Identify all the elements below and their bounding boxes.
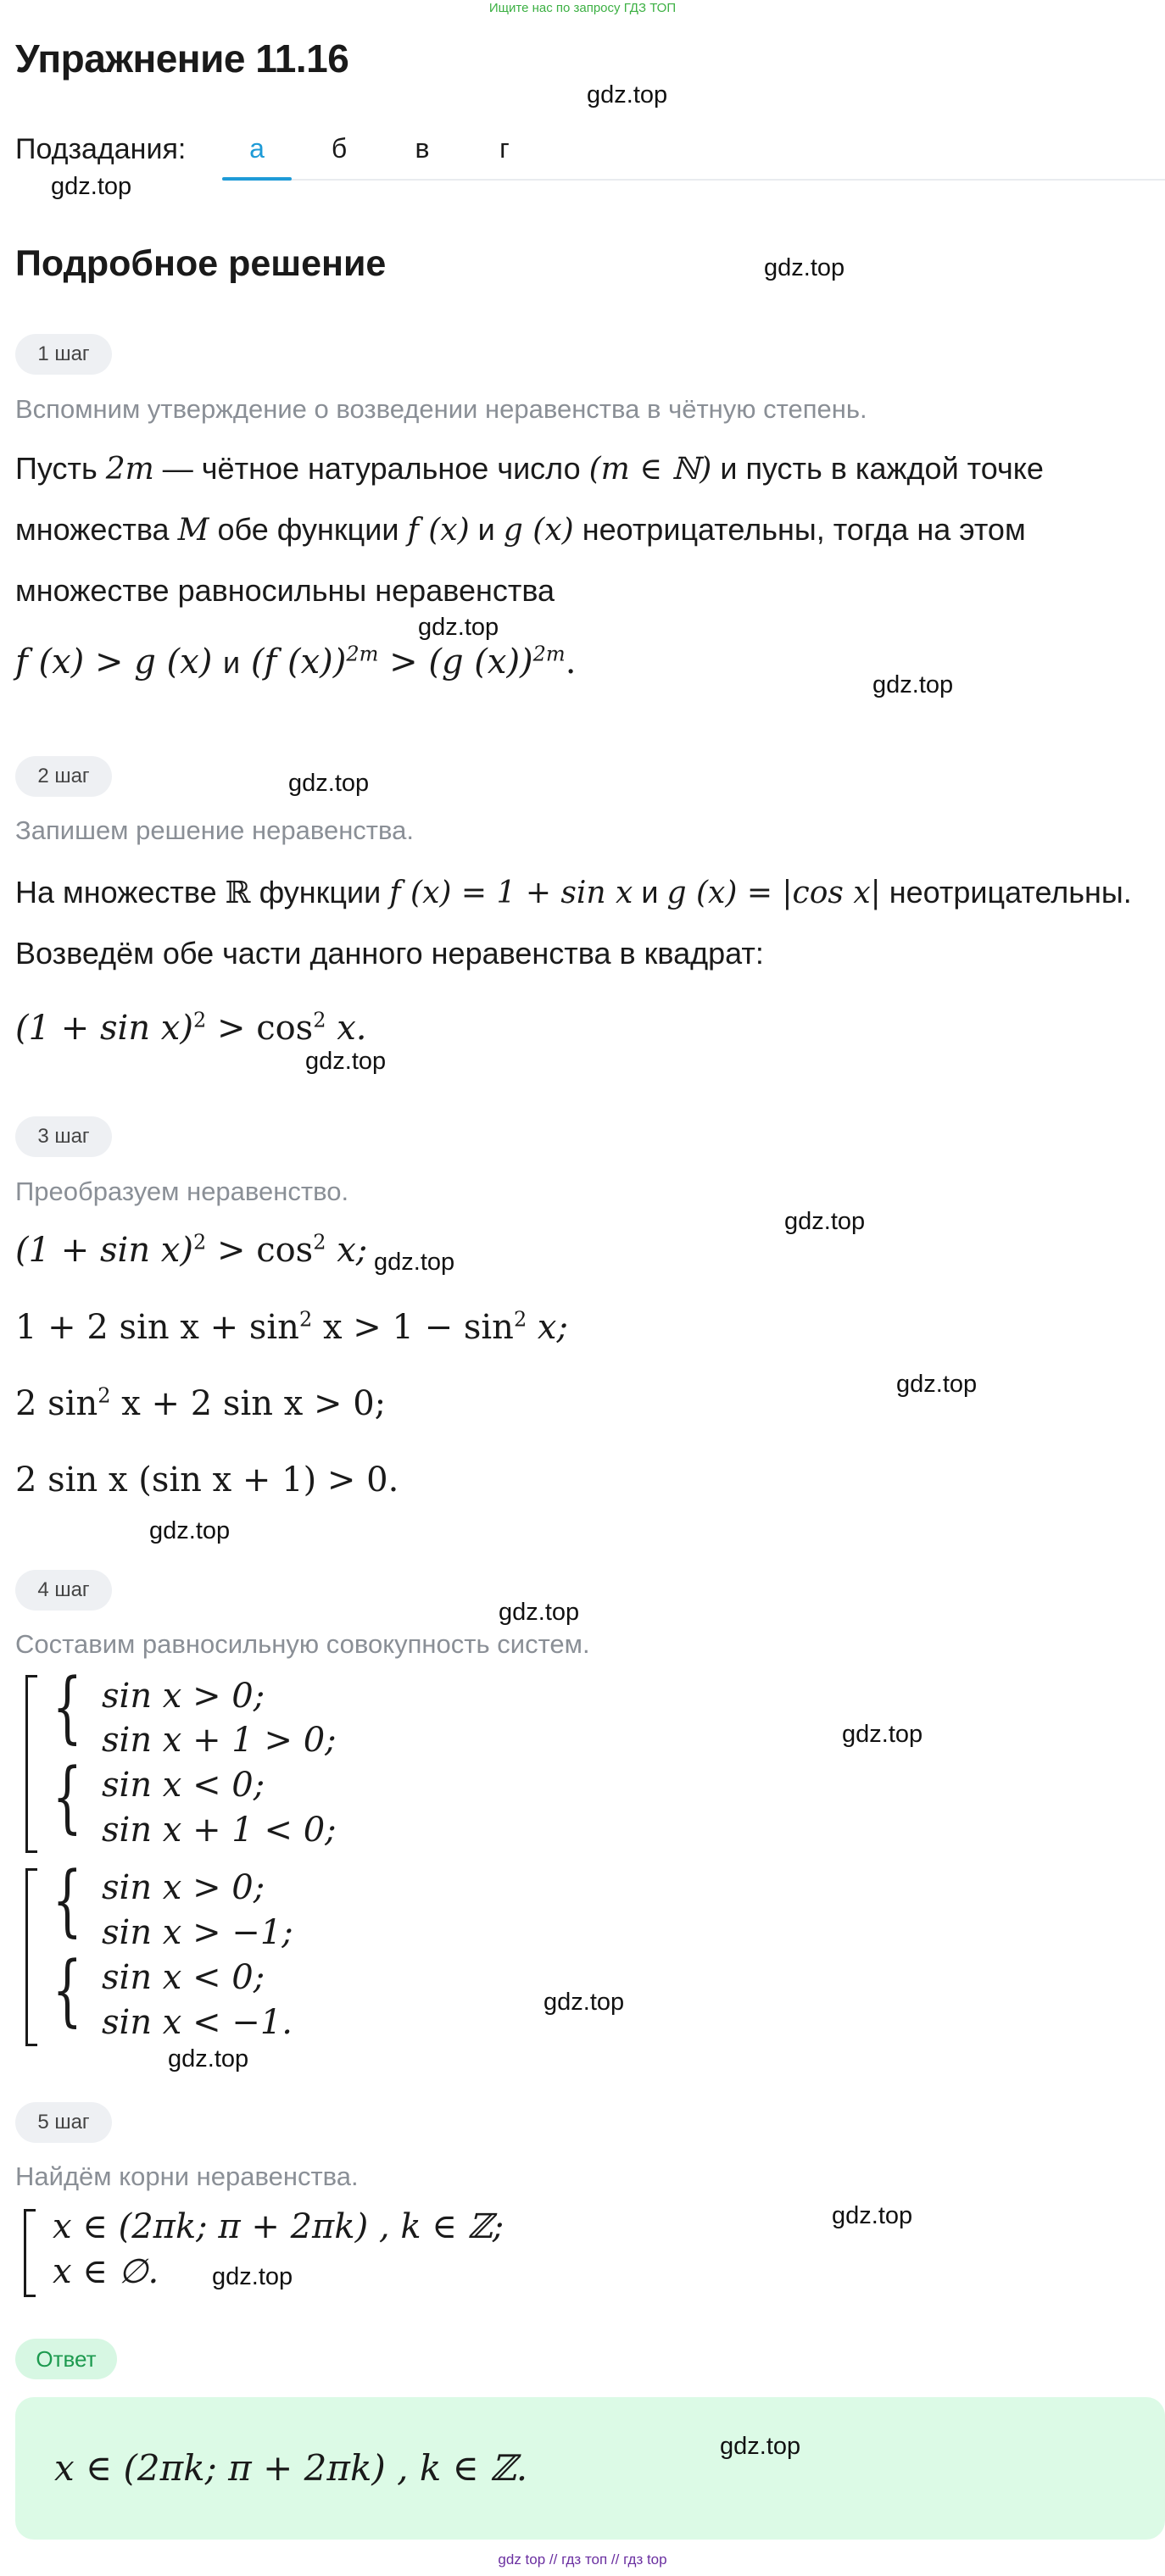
watermark: gdz.top — [149, 1517, 231, 1544]
tab-a[interactable]: а — [249, 133, 265, 164]
set-1-line-2: sin x + 1 > 0; — [102, 1721, 337, 1760]
watermark: gdz.top — [842, 1721, 923, 1748]
watermark: gdz.top — [720, 2433, 801, 2460]
step-1-line-1: Пусть 2m — чётное натуральное число (m ∈ ℕ) и пусть в каждой точке — [15, 451, 1044, 487]
step-4-badge: 4 шаг — [15, 1570, 112, 1611]
section-title: Подробное решение — [15, 243, 387, 284]
step-2-line-2: Возведём обе части данного неравенства в квадрат: — [15, 936, 764, 971]
subtasks-label: Подзадания: — [15, 133, 187, 165]
roots-line-1: x ∈ (2πk; π + 2πk) , k ∈ ℤ; — [53, 2207, 504, 2246]
watermark: gdz.top — [305, 1048, 387, 1075]
step-3-hint: Преобразуем неравенство. — [15, 1177, 349, 1206]
watermark: gdz.top — [543, 1989, 625, 2016]
watermark: gdz.top — [764, 254, 845, 281]
watermark: gdz.top — [499, 1599, 580, 1626]
set-2-line-2: sin x > −1; — [102, 1913, 293, 1952]
set-1-line-3: sin x < 0; — [102, 1766, 265, 1805]
step-4-hint: Составим равносильную совокупность систем. — [15, 1629, 590, 1659]
tabs-divider — [222, 179, 1165, 181]
step-3-badge: 3 шаг — [15, 1116, 112, 1157]
step-3-formula-4: 2 sin x (sin x + 1) > 0. — [15, 1460, 399, 1499]
watermark: gdz.top — [374, 1249, 455, 1276]
watermark: gdz.top — [896, 1371, 978, 1398]
watermark: gdz.top — [784, 1208, 866, 1235]
step-1-line-2: множества M обе функции f (x) и g (x) неотрицательны, тогда на этом — [15, 512, 1026, 548]
set-1-brace-2: { — [52, 1751, 82, 1842]
set-2-bracket — [25, 1868, 37, 2046]
watermark: gdz.top — [832, 2202, 913, 2229]
step-1-badge: 1 шаг — [15, 334, 112, 375]
set-2-line-1: sin x > 0; — [102, 1868, 265, 1907]
set-2-brace-1: { — [52, 1855, 82, 1945]
step-1-line-3: множестве равносильны неравенства — [15, 573, 555, 608]
tab-v[interactable]: в — [415, 133, 430, 164]
step-5-badge: 5 шаг — [15, 2102, 112, 2143]
answer-value: x ∈ (2πk; π + 2πk) , k ∈ ℤ. — [54, 2447, 528, 2489]
set-1-line-1: sin x > 0; — [102, 1677, 265, 1716]
watermark: gdz.top — [212, 2263, 293, 2290]
roots-line-2: x ∈ ∅. — [53, 2252, 159, 2291]
footer-links[interactable]: gdz top // гдз топ // гдз top — [498, 2551, 667, 2568]
step-2-formula: $(1 + \sin x)^2 > \cos^2 x$. — [15, 1008, 367, 1048]
step-2-line-1: На множестве ℝ функции f (x) = 1 + sin x и g (x) = |cos x| неотрицательны. — [15, 875, 1132, 910]
page-title: Упражнение 11.16 — [15, 36, 349, 81]
step-2-hint: Запишем решение неравенства. — [15, 815, 414, 845]
step-5-hint: Найдём корни неравенства. — [15, 2162, 359, 2191]
roots-bracket — [24, 2209, 36, 2297]
active-tab-indicator — [222, 177, 292, 181]
step-2-badge: 2 шаг — [15, 756, 112, 797]
watermark: gdz.top — [418, 614, 499, 641]
tab-g[interactable]: г — [499, 133, 510, 164]
set-1-bracket — [25, 1675, 37, 1853]
watermark: gdz.top — [288, 770, 370, 797]
tab-b[interactable]: б — [331, 133, 348, 164]
watermark: gdz.top — [168, 2045, 249, 2072]
watermark: gdz.top — [587, 81, 668, 108]
answer-badge: Ответ — [15, 2339, 117, 2379]
watermark: gdz.top — [51, 173, 132, 200]
step-3-formula-2: 1 + 2 $\sin x + \sin^2 x > 1 - \sin^2 x$; — [15, 1307, 568, 1347]
step-3-formula-1: $(1 + \sin x)^2 > \cos^2 x$; — [15, 1230, 368, 1270]
step-1-formula: f (x) > g (x) и (f (x))$^{2m}$ > (g (x))$^{2m}$. — [15, 642, 577, 682]
set-1-brace-1: { — [52, 1661, 82, 1752]
set-2-brace-2: { — [52, 1945, 82, 2035]
step-1-hint: Вспомним утверждение о возведении неравенства в чётную степень. — [15, 394, 867, 424]
set-2-line-3: sin x < 0; — [102, 1958, 265, 1997]
set-2-line-4: sin x < −1. — [102, 2003, 293, 2042]
top-promo-link[interactable]: Ищите нас по запросу ГДЗ ТОП — [488, 1, 677, 15]
step-3-formula-3: 2 $\sin^2 x + 2$ sin x > 0; — [15, 1383, 387, 1423]
set-1-line-4: sin x + 1 < 0; — [102, 1811, 337, 1850]
watermark: gdz.top — [872, 671, 954, 698]
